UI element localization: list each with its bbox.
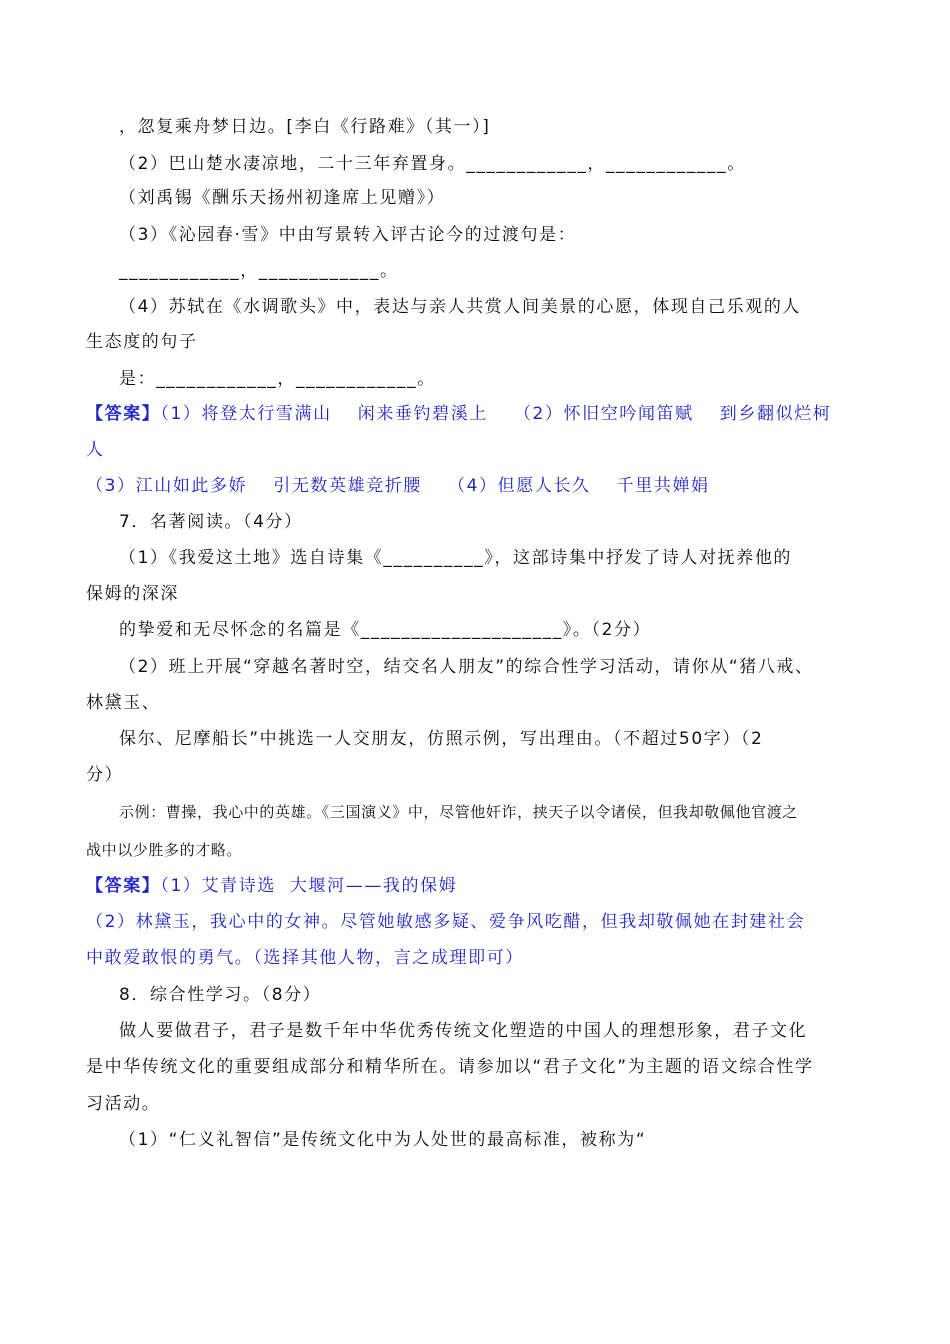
question-7-1c: 的挚爱和无尽怀念的名篇是《____________________》。（2分） bbox=[119, 620, 652, 640]
question-7-2b: 林黛玉、 bbox=[86, 693, 161, 713]
answer-6-line-1 bbox=[86, 399, 866, 429]
answer-6-4: （4）但愿人长久 bbox=[448, 476, 591, 496]
answer-7-1b: 大堰河——我的保姆 bbox=[289, 876, 458, 896]
question-8-para-2: 是中华传统文化的重要组成部分和精华所在。请参加以“君子文化”为主题的语文综合性学 bbox=[86, 1057, 814, 1077]
answer-label: 【答案】 bbox=[86, 404, 161, 424]
question-7-1a: （1）《我爱这土地》选自诗集《__________》，这部诗集中抒发了诗人对抚养他的 bbox=[119, 548, 793, 568]
question-6-4: （4）苏轼在《水调歌头》中，表达与亲人共赏人间美景的心愿，体现自己乐观的人 bbox=[119, 297, 802, 317]
answer-6-line-3 bbox=[86, 471, 866, 501]
answer-6-4b: 千里共婵娟 bbox=[616, 476, 710, 496]
question-6-3: （3）《沁园春·雪》中由写景转入评古论今的过渡句是： bbox=[119, 225, 577, 245]
answer-6-3b: 引无数英雄竞折腰 bbox=[273, 476, 423, 496]
question-8-para-1: 做人要做君子，君子是数千年中华优秀传统文化塑造的中国人的理想形象，君子文化 bbox=[119, 1021, 808, 1041]
question-7-2d: 分） bbox=[86, 765, 124, 785]
question-7-2c: 保尔、尼摩船长”中挑选一人交朋友，仿照示例，写出理由。（不超过50字）（2 bbox=[119, 729, 764, 749]
answer-label: 【答案】 bbox=[86, 876, 161, 896]
question-7-1b: 保姆的深深 bbox=[86, 584, 179, 604]
answer-7-line-3: 中敢爱敢恨的勇气。（选择其他人物，言之成理即可） bbox=[86, 948, 524, 968]
answer-6-line-2: 人 bbox=[86, 440, 105, 460]
question-6-2: （2）巴山楚水凄凉地，二十三年弃置身。____________，____________。 bbox=[119, 154, 746, 174]
question-8-para-3: 习活动。 bbox=[86, 1094, 161, 1114]
example-line-1: 示例：曹操，我心中的英雄。《三国演义》中，尽管他奸诈，挟天子以令诸侯，但我却敬佩他官渡之 bbox=[119, 803, 798, 821]
answer-7-line-1 bbox=[86, 871, 866, 901]
answer-6-2: （2）怀旧空吟闻笛赋 bbox=[513, 404, 694, 424]
answer-6-3: （3）江山如此多娇 bbox=[86, 476, 248, 496]
poem-line-libai: ，忽复乘舟梦日边。[李白《行路难》（其一）] bbox=[119, 117, 491, 137]
question-6-2-source: （刘禹锡《酬乐天扬州初逢席上见赠》） bbox=[119, 188, 446, 208]
answer-6-1: （1）将登太行雪满山 bbox=[160, 404, 332, 424]
example-line-2: 战中以少胜多的才略。 bbox=[86, 841, 243, 859]
answer-6-1b: 闲来垂钓碧溪上 bbox=[357, 404, 488, 424]
question-7-title: 7．名著阅读。（4分） bbox=[119, 512, 303, 532]
question-8-1: （1）“仁义礼智信”是传统文化中为人处世的最高标准，被称为“ bbox=[119, 1130, 647, 1150]
question-6-4-blanks: 是：____________，____________。 bbox=[119, 369, 436, 389]
answer-7-1: （1）艾青诗选 bbox=[160, 876, 276, 896]
question-6-3-blanks: ____________，____________。 bbox=[119, 261, 399, 281]
answer-6-2b: 到乡翻似烂柯 bbox=[719, 404, 832, 424]
question-7-2a: （2）班上开展“穿越名著时空，结交名人朋友”的综合性学习活动，请你从“猪八戒、 bbox=[119, 657, 814, 677]
question-8-title: 8．综合性学习。（8分） bbox=[119, 985, 322, 1005]
answer-7-line-2: （2）林黛玉，我心中的女神。尽管她敏感多疑、爱争风吃醋，但我却敬佩她在封建社会 bbox=[86, 912, 806, 932]
question-6-4-cont: 生态度的句子 bbox=[86, 332, 198, 352]
